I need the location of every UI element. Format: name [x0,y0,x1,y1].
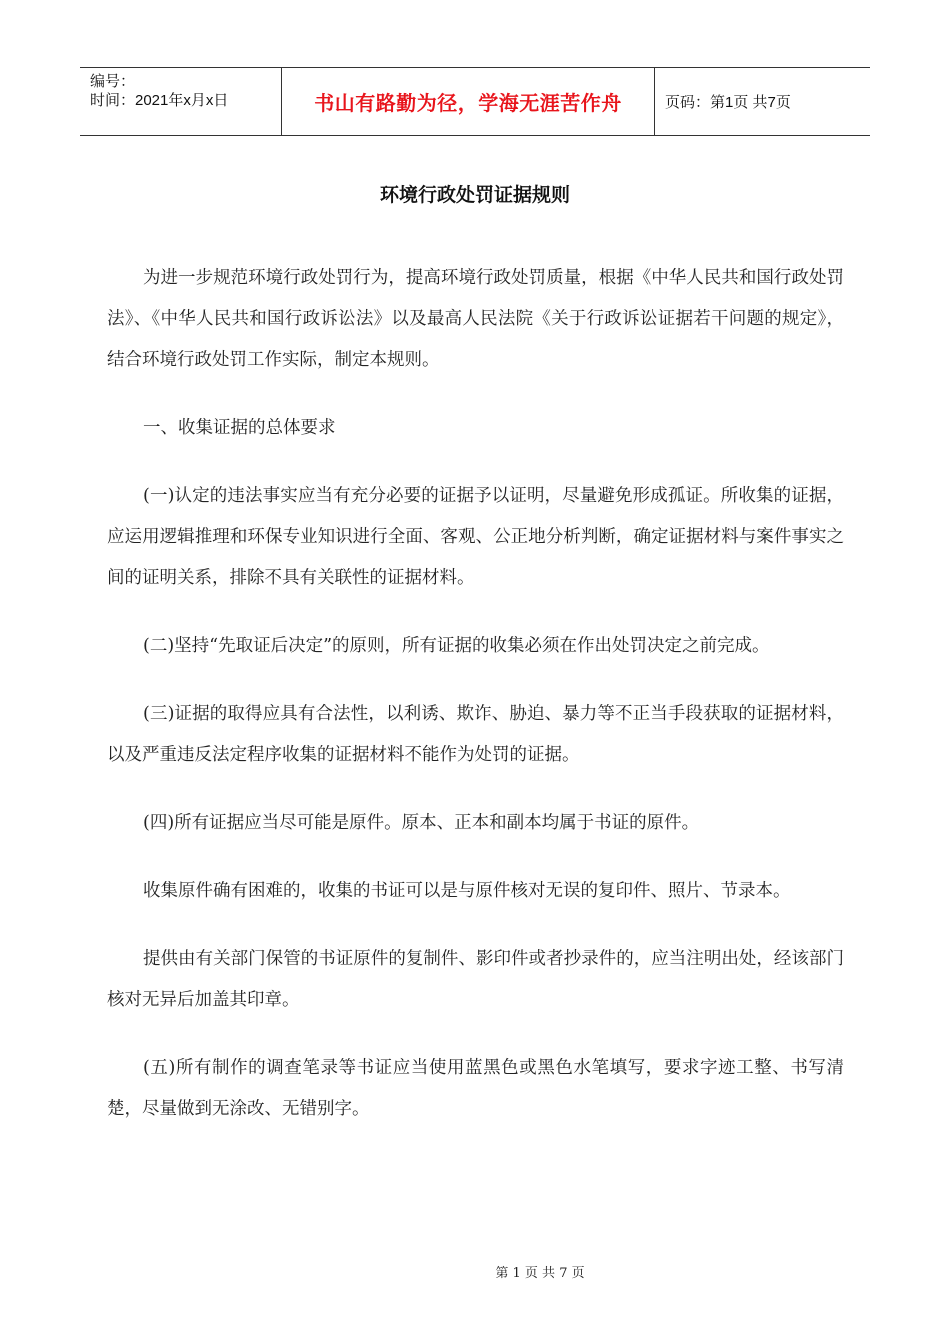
paragraph: 为进一步规范环境行政处罚行为，提高环境行政处罚质量，根据《中华人民共和国行政处罚法》、《中华人民共和国行政诉讼法》以及最高人民法院《关于行政诉讼证据若干问题的规定》，结合环境行政处罚工作实际，制定本规则。 [107,268,844,370]
header-page-cell [655,68,870,135]
paragraph: (四)所有证据应当尽可能是原件。原本、正本和副本均属于书证的原件。 [143,813,700,833]
time-label: 时间：2021年x月x日 [90,92,229,109]
paragraph: (三)证据的取得应具有合法性，以利诱、欺诈、胁迫、暴力等不正当手段获取的证据材料，以及严重违反法定程序收集的证据材料不能作为处罚的证据。 [107,704,844,765]
paragraph: (一)认定的违法事实应当有充分必要的证据予以证明，尽量避免形成孤证。所收集的证据，应运用逻辑推理和环保专业知识进行全面、客观、公正地分析判断，确定证据材料与案件事实之间的证明关系，排除不具有关联性的证据材料。 [107,486,844,588]
document-header [80,67,870,136]
number-label: 编号： [90,73,136,90]
document-title: 环境行政处罚证据规则 [379,184,570,206]
header-meta-cell [80,68,281,135]
section-heading: 一、收集证据的总体要求 [143,418,336,438]
paragraph: (二)坚持“先取证后决定”的原则，所有证据的收集必须在作出处罚决定之前完成。 [143,636,770,656]
paragraph: (五)所有制作的调查笔录等书证应当使用蓝黑色或黑色水笔填写，要求字迹工整、书写清楚，尽量做到无涂改、无错别字。 [107,1058,844,1119]
header-motto-cell [281,68,655,135]
page-footer: 第 1 页 共 7 页 [495,1266,585,1281]
page-label: 页码：第1页 共7页 [665,94,791,111]
motto-text: 书山有路勤为径，学海无涯苦作舟 [314,91,622,115]
document-body [107,258,844,1157]
paragraph: 收集原件确有困难的，收集的书证可以是与原件核对无误的复印件、照片、节录本。 [143,881,791,901]
paragraph: 提供由有关部门保管的书证原件的复制件、影印件或者抄录件的，应当注明出处，经该部门核对无异后加盖其印章。 [107,949,844,1010]
